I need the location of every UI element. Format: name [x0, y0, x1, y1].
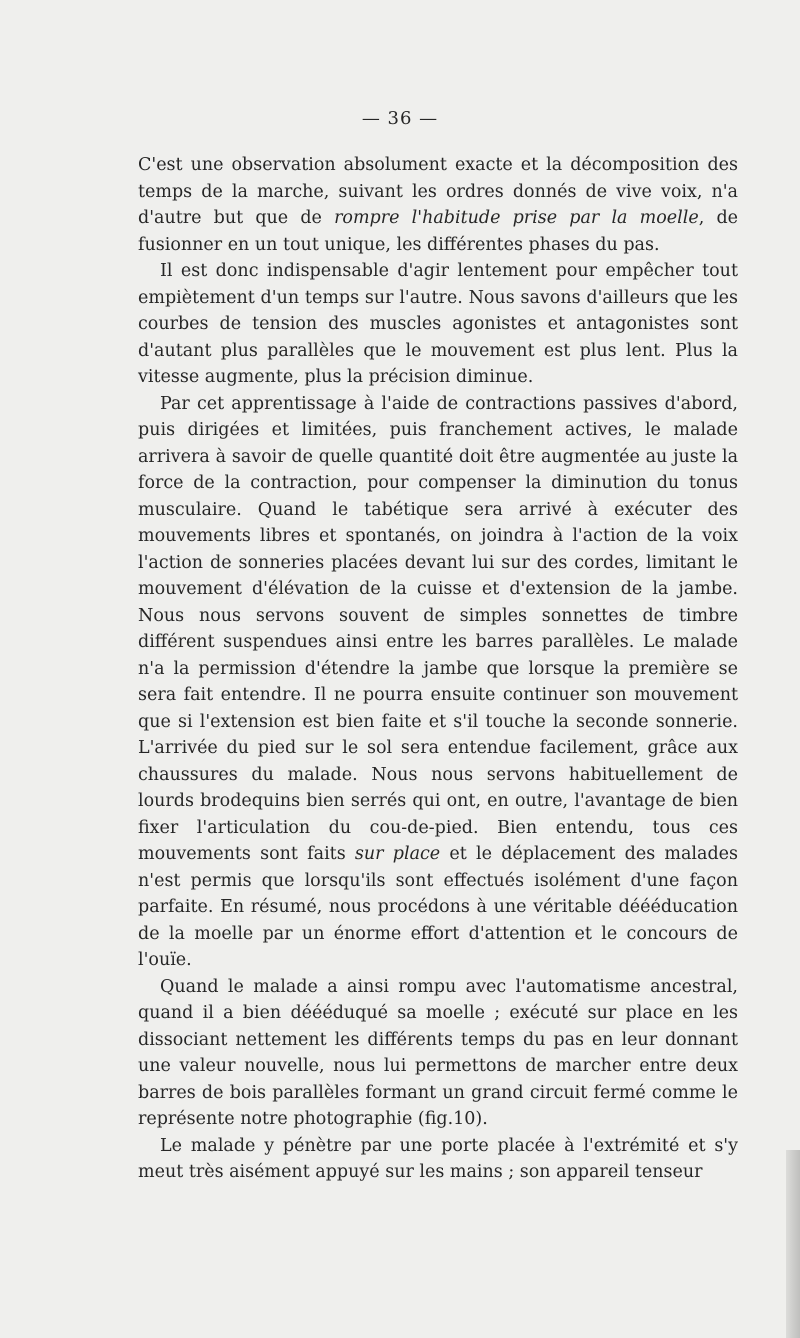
text-segment: C'est une observation absolument exacte et la décomposition des temps de la marche, suivant les ordres donnés de vive voix, n'a d'autre but que de — [138, 155, 738, 228]
paragraph — [138, 391, 738, 974]
page-number: — 36 — — [361, 108, 439, 129]
paragraph — [138, 258, 738, 391]
paragraph — [138, 1133, 738, 1186]
text-segment: Il est donc indispensable d'agir lentement pour empêcher tout empiètement d'un temps sur l'autre. Nous savons d'ailleurs que les courbes de tension des muscles agonistes et antagonistes sont d'autant plus parallèles que le mouvement est plus lent. Plus la vitesse augmente, plus la précision diminue. — [138, 261, 738, 387]
page-edge-shadow — [786, 1150, 800, 1338]
italic-text: rompre l'habitude prise par la moelle — [334, 208, 699, 228]
paragraph — [138, 974, 738, 1133]
paragraph — [138, 152, 738, 258]
text-segment: Par cet apprentissage à l'aide de contractions passives d'abord, puis dirigées et limitées, puis franchement actives, le malade arrivera à savoir de quelle quantité doit être augmentée au juste la force de la contraction, pour compenser la diminution du tonus musculaire. Quand le tabétique sera arrivé à exécuter des mouvements libres et spontanés, on joindra à l'action de la voix l'action de sonneries placées devant lui sur des cordes, limitant le mouvement d'élévation de la cuisse et d'extension de la jambe. Nous nous servons souvent de simples sonnettes de timbre différent suspendues ainsi entre les barres parallèles. Le malade n'a la permission d'étendre la jambe que lorsque la première se sera fait entendre. Il ne pourra ensuite continuer son mouvement que si l'extension est bien faite et s'il touche la seconde sonnerie. L'arrivée du pied sur le sol sera entendue facilement, grâce aux chaussures du malade. Nous nous servons habituellement de lourds brodequins bien serrés qui ont, en outre, l'avantage de bien fixer l'articulation du cou-de-pied. Bien entendu, tous ces mouvements sont faits — [138, 393, 738, 864]
text-segment: et le déplacement des malades n'est permis que lorsqu'ils sont effectués isolément d'une façon parfaite. En résumé, nous procédons à une véritable déééducation de la moelle par un énorme effort d'attention et le concours de l'ouïe. — [138, 844, 739, 970]
text-segment: Quand le malade a ainsi rompu avec l'automatisme ancestral, quand il a bien déééduqué sa moelle ; exécuté sur place en les dissociant nettement les différents temps du pas en leur donnant une valeur nouvelle, nous lui permettons de marcher entre deux barres de bois parallèles formant un grand circuit fermé comme le représente notre photographie (fig.10). — [138, 976, 738, 1129]
italic-text: sur place — [354, 844, 441, 864]
text-segment: Le malade y pénètre par une porte placée à l'extrémité et s'y meut très aisément appuyé sur les mains ; son appareil tenseur — [138, 1135, 738, 1182]
text-segment: , de fusionner en un tout unique, les différentes phases du pas. — [138, 208, 738, 255]
body-text — [138, 152, 738, 1186]
